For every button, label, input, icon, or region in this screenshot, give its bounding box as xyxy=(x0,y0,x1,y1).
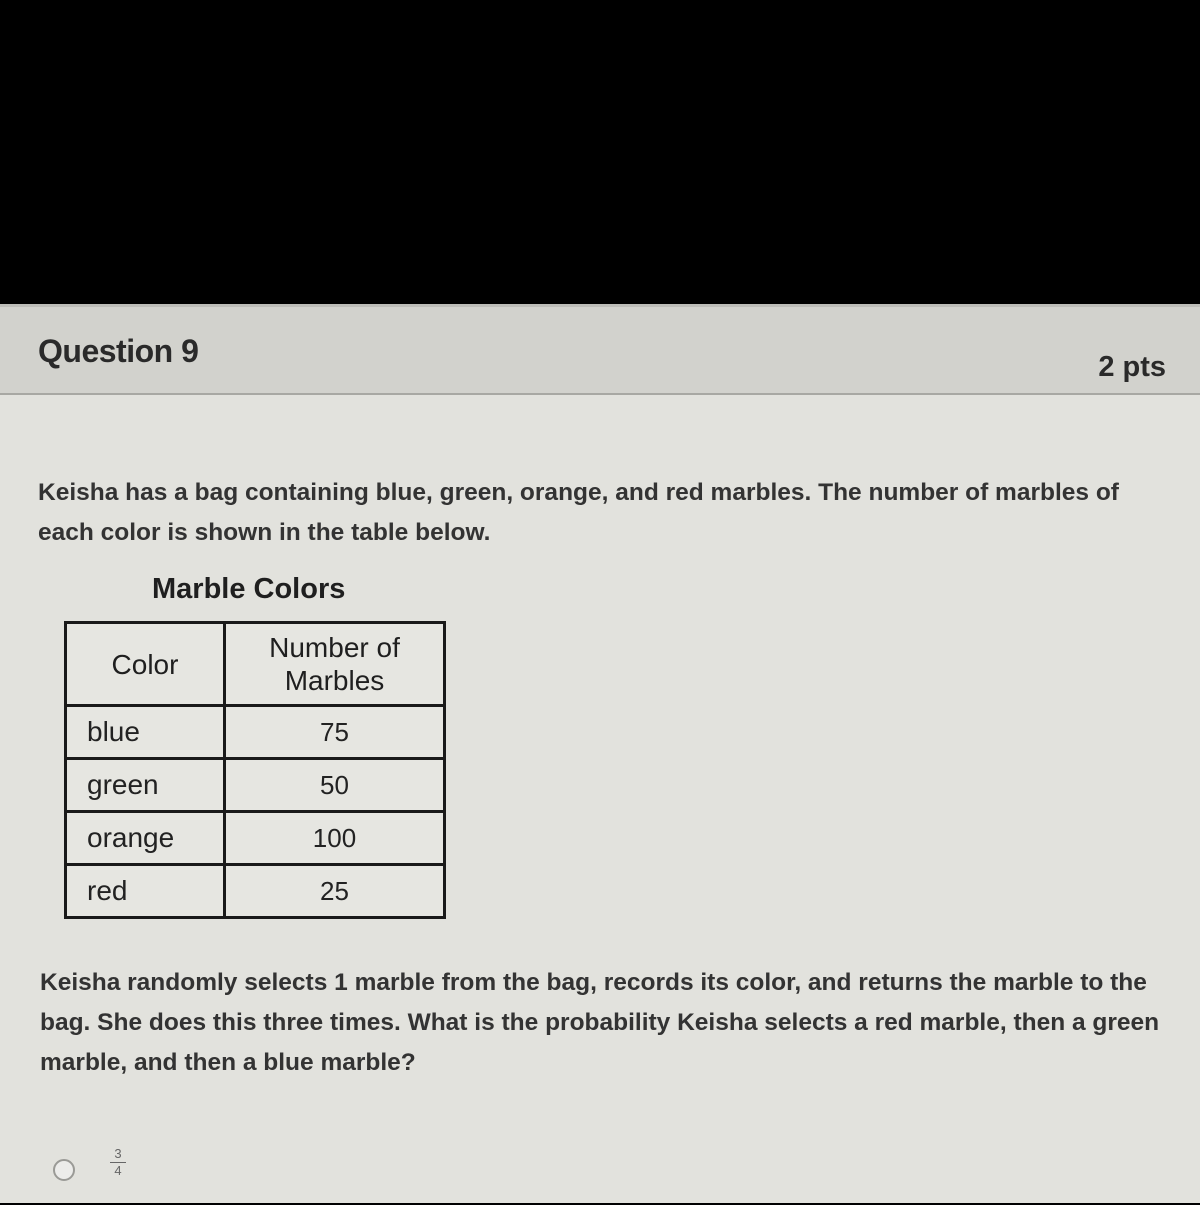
table-cell-count: 75 xyxy=(225,706,445,759)
table-row xyxy=(66,865,445,918)
marble-colors-table xyxy=(64,621,446,919)
question-points: 2 pts xyxy=(1098,351,1166,383)
question-body xyxy=(0,395,1200,1203)
question-text: Keisha randomly selects 1 marble from the bag, records its color, and returns the marble to the bag. She does this three times. What is the probability Keisha selects a red marble, then a green marble, and then a blue marble? xyxy=(40,969,1160,1076)
answer-fraction xyxy=(110,1147,126,1178)
question-header xyxy=(0,307,1200,395)
table-cell-count: 50 xyxy=(225,759,445,812)
table-cell-color: blue xyxy=(66,706,225,759)
answer-option[interactable] xyxy=(50,1145,170,1205)
table-header-color: Color xyxy=(66,623,225,706)
fraction-numerator: 3 xyxy=(114,1146,122,1161)
table-caption: Marble Colors xyxy=(152,573,346,605)
question-prompt: Keisha has a bag containing blue, green, orange, and red marbles. The number of marbles of each color is shown in the table below. xyxy=(38,479,1119,546)
fraction-denominator: 4 xyxy=(114,1163,122,1178)
quiz-question-panel xyxy=(0,304,1200,1203)
table-row xyxy=(66,759,445,812)
table-header-row xyxy=(66,623,445,706)
table-row xyxy=(66,812,445,865)
table-cell-color: red xyxy=(66,865,225,918)
table-row xyxy=(66,706,445,759)
table-header-count: Number of Marbles xyxy=(225,623,445,706)
table-cell-count: 25 xyxy=(225,865,445,918)
table-cell-count: 100 xyxy=(225,812,445,865)
question-title: Question 9 xyxy=(38,333,199,369)
answer-radio[interactable] xyxy=(53,1159,75,1181)
table-cell-color: orange xyxy=(66,812,225,865)
table-cell-color: green xyxy=(66,759,225,812)
